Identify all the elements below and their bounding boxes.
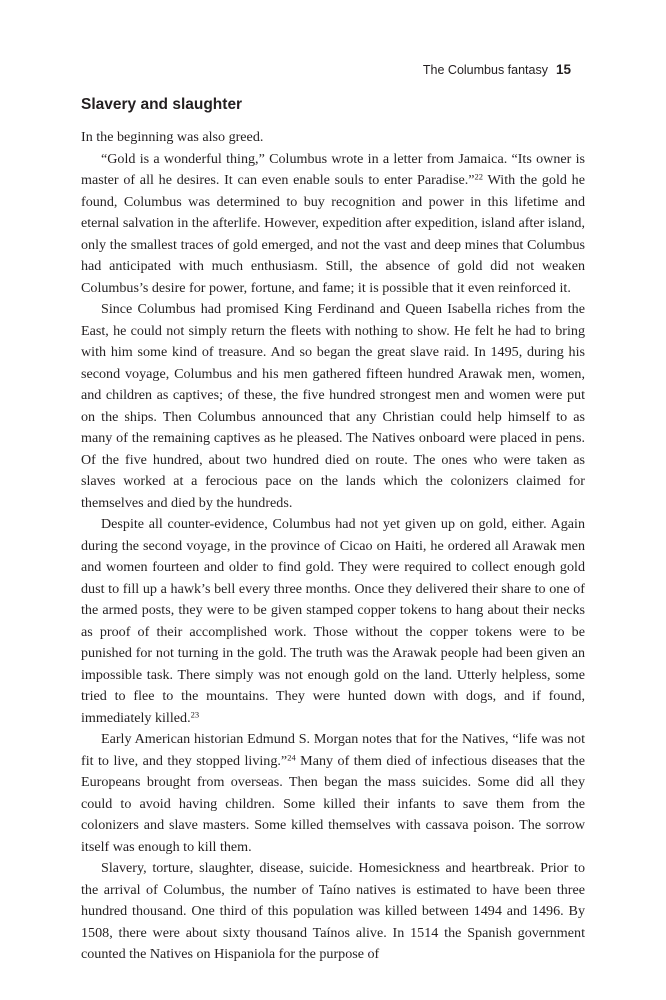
paragraph-text: Many of them died of infectious diseases that the Europeans brought from overseas. Then began the mass suicides. Some did all they could to avoid having children. Some killed their infants to save them from the colonizers and slave masters. Some killed themselves with cassava poison. The sorrow itself was enough to kill them. xyxy=(81,752,585,855)
paragraph-text: Early American historian Edmund S. Morgan notes that for the Natives, “life was not fit to live, and they stopped living.” xyxy=(81,731,585,769)
paragraph-1 xyxy=(81,127,585,149)
paragraph-text: With the gold he found, Columbus was determined to buy recognition and power in this lifetime and eternal salvation in the afterlife. However, expedition after expedition, island after island, only the smallest traces of gold emerged, and not the vast and deep mines that Columbus had anticipated with much enthusiasm. Still, the absence of gold did not weaken Columbus’s desire for power, fortune, and fame; it is possible that it even reinforced it. xyxy=(81,172,585,296)
footnote-reference[interactable]: 24 xyxy=(287,751,296,762)
paragraph-text: Since Columbus had promised King Ferdinand and Queen Isabella riches from the East, he could not simply return the fleets with nothing to show. He felt he had to bring with him some kind of treasure. And so began the great slave raid. In 1495, during his second voyage, Columbus and his men gathered fifteen hundred Arawak men, women, and children as captives; of these, the five hundred strongest men and women were put on the ships. Then Columbus announced that any Christian could help himself to as many of the remaining captives as he pleased. The Natives onboard were placed in pens. Of the five hundred, about two hundred died on route. The ones who were taken as slaves worked at a ferocious pace on the lands which the colonizers claimed for themselves and died by the hundreds. xyxy=(81,301,585,511)
paragraph-text: Slavery, torture, slaughter, disease, suicide. Homesickness and heartbreak. Prior to the arrival of Columbus, the number of Taíno natives is estimated to have been three hundred thousand. One third of this population was killed between 1494 and 1496. By 1508, there were about sixty thousand Taínos alive. In 1514 the Spanish government counted the Natives on Hispaniola for the purpose of xyxy=(81,860,585,962)
paragraph-5 xyxy=(81,729,585,858)
paragraph-text: Despite all counter-evidence, Columbus had not yet given up on gold, either. Again during the second voyage, in the province of Cicao on Haiti, he ordered all Arawak men and women fourteen and older to find gold. They were required to collect enough gold dust to fill up a hawk’s bell every three months. Once they delivered their share to one of the armed posts, they were to be given stamped copper tokens to hang about their necks as proof of their accomplished work. Those without the copper tokens were to be punished for not turning in the gold. The truth was the Arawak people had been given an impossible task. There simply was not enough gold on the land. Utterly helpless, some tried to flee to the mountains. They were hunted down with dogs, and if found, immediately killed. xyxy=(81,516,585,726)
body-text xyxy=(81,127,585,966)
section-heading: Slavery and slaughter xyxy=(81,96,243,113)
footnote-reference[interactable]: 23 xyxy=(190,708,200,719)
paragraph-6 xyxy=(81,858,585,966)
paragraph-2 xyxy=(81,149,585,300)
chapter-title: The Columbus fantasy xyxy=(422,63,548,77)
page-number: 15 xyxy=(555,62,571,77)
footnote-reference[interactable]: 22 xyxy=(474,171,484,182)
paragraph-4 xyxy=(81,514,585,729)
paragraph-text: “Gold is a wonderful thing,” Columbus wrote in a letter from Jamaica. “Its owner is master of all he desires. It can even enable souls to enter Paradise.” xyxy=(81,150,585,188)
paragraph-3 xyxy=(81,299,585,514)
paragraph-text: In the beginning was also greed. xyxy=(81,129,264,145)
running-head xyxy=(423,62,571,77)
